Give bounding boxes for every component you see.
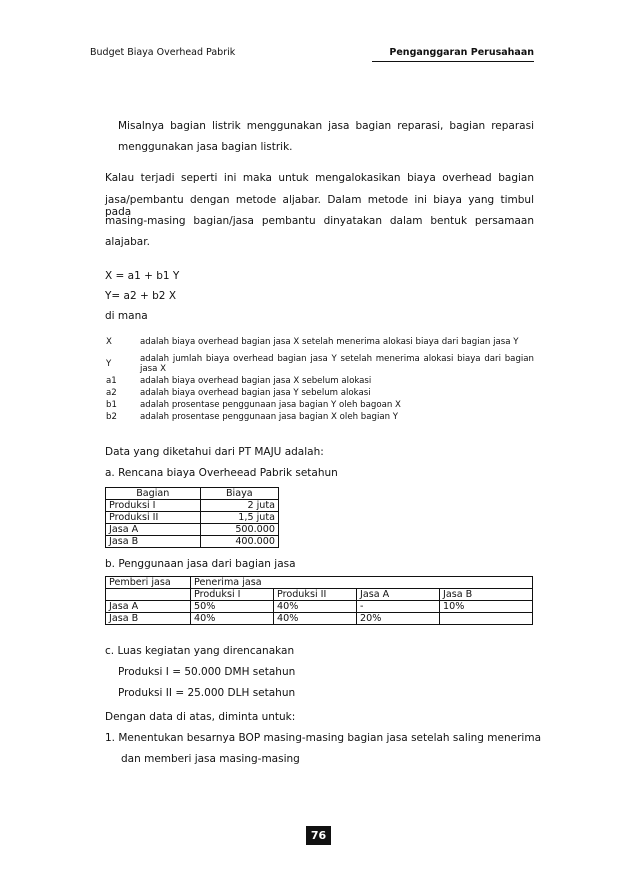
task1-line2: dan memberi jasa masing-masing (121, 753, 300, 765)
definition-text: adalah biaya overhead bagian jasa Y sebelum alokasi (140, 388, 371, 398)
section-c-item: Produksi I = 50.000 DMH setahun (118, 666, 296, 678)
definition-row (106, 387, 534, 399)
table-row (106, 613, 533, 625)
definition-text: adalah prosentase penggunaan jasa bagian Y oleh bagoan X (140, 400, 401, 410)
table-header-row (106, 577, 533, 589)
definition-symbol: b1 (106, 400, 117, 410)
table-cell: Jasa A (106, 601, 191, 613)
table-row (106, 500, 279, 512)
header-left-title: Budget Biaya Overhead Pabrik (90, 47, 236, 58)
table-cell: Produksi II (106, 512, 201, 524)
table-row (106, 512, 279, 524)
table-cell: 50% (191, 601, 274, 613)
definitions-table (106, 331, 534, 423)
table-cell: Produksi I (106, 500, 201, 512)
page-number: 76 (306, 826, 331, 845)
table-header-cell: Produksi I (191, 589, 274, 601)
definition-row (106, 375, 534, 387)
table-header-cell: Penerima jasa (191, 577, 533, 589)
table-header-cell: Bagian (106, 488, 201, 500)
definition-row (106, 399, 534, 411)
table-header-cell: Produksi II (274, 589, 357, 601)
definition-text: adalah biaya overhead bagian jasa X setelah menerima alokasi biaya dari bagian jasa Y (140, 337, 519, 347)
table-cell (440, 613, 533, 625)
header-underline (372, 61, 534, 62)
definition-symbol: a2 (106, 388, 117, 398)
section-c-item: Produksi II = 25.000 DLH setahun (118, 687, 296, 699)
table-cell: 2 juta (200, 500, 278, 512)
table-cell (106, 589, 191, 601)
equation-x: X = a1 + b1 Y (105, 270, 180, 282)
table-cell: 40% (274, 613, 357, 625)
table-cell: 1,5 juta (200, 512, 278, 524)
table-row (106, 601, 533, 613)
equation-y: Y= a2 + b2 X (105, 290, 177, 302)
definition-row (106, 331, 534, 353)
definition-symbol: b2 (106, 412, 117, 422)
task1-line1: 1. Menentukan besarnya BOP masing-masing bagian jasa setelah saling menerima (105, 732, 542, 744)
para2-line1: Kalau terjadi seperti ini maka untuk mengalokasikan biaya overhead bagian (105, 172, 534, 184)
para2-line4: alajabar. (105, 236, 150, 248)
definition-symbol: Y (106, 359, 112, 369)
para1-line1: Misalnya bagian listrik menggunakan jasa bagian reparasi, bagian reparasi (118, 120, 534, 132)
definition-text: adalah jumlah biaya overhead bagian jasa Y setelah menerima alokasi biaya dari bagian jasa X (140, 354, 534, 374)
table-cell: 40% (274, 601, 357, 613)
para2-line2: jasa/pembantu dengan metode aljabar. Dalam metode ini biaya yang timbul pada (105, 194, 534, 218)
definition-row (106, 353, 534, 375)
table-row (106, 524, 279, 536)
table-cell: Jasa B (106, 536, 201, 548)
definition-text: adalah prosentase penggunaan jasa bagian X oleh bagian Y (140, 412, 399, 422)
table-header-cell: Biaya (200, 488, 278, 500)
definition-symbol: a1 (106, 376, 117, 386)
table-header-cell: Jasa B (440, 589, 533, 601)
para1-line2: menggunakan jasa bagian listrik. (118, 141, 293, 153)
table-cell: 400.000 (200, 536, 278, 548)
header-right-title: Penganggaran Perusahaan (389, 47, 534, 58)
para2-line3: masing-masing bagian/jasa pembantu dinyatakan dalam bentuk persamaan (105, 215, 534, 227)
table-header-row (106, 488, 279, 500)
task-intro: Dengan data di atas, diminta untuk: (105, 711, 296, 723)
table-cell: 10% (440, 601, 533, 613)
data-intro: Data yang diketahui dari PT MAJU adalah: (105, 446, 324, 458)
definition-text: adalah biaya overhead bagian jasa X sebelum alokasi (140, 376, 372, 386)
table-cell: 40% (191, 613, 274, 625)
table-cell: 500.000 (200, 524, 278, 536)
service-usage-table (105, 576, 533, 625)
where-label: di mana (105, 310, 148, 322)
table-cell: Jasa A (106, 524, 201, 536)
table-subheader-row (106, 589, 533, 601)
section-c-heading: c. Luas kegiatan yang direncanakan (105, 645, 295, 657)
section-b-heading: b. Penggunaan jasa dari bagian jasa (105, 558, 296, 570)
table-cell: 20% (357, 613, 440, 625)
table-cell: Jasa B (106, 613, 191, 625)
table-cell: - (357, 601, 440, 613)
section-a-heading: a. Rencana biaya Overheead Pabrik setahun (105, 467, 338, 479)
table-header-cell: Pemberi jasa (106, 577, 191, 589)
overhead-budget-table (105, 487, 279, 548)
definition-row (106, 411, 534, 423)
table-header-cell: Jasa A (357, 589, 440, 601)
definition-symbol: X (106, 337, 112, 347)
table-row (106, 536, 279, 548)
